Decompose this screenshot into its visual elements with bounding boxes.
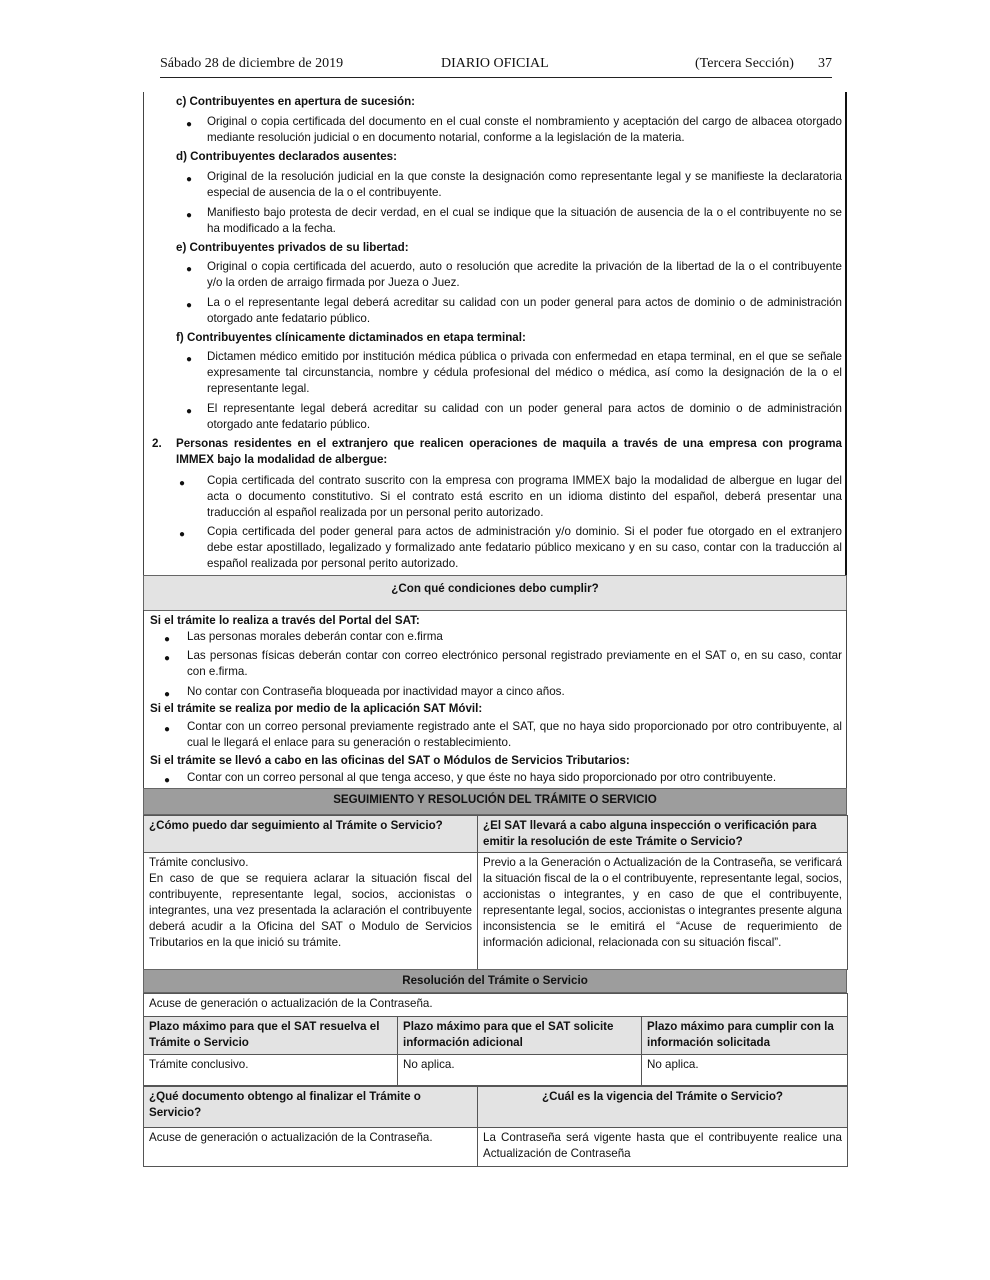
bullet-icon: ●	[164, 775, 171, 786]
resolucion-heading: Resolución del Trámite o Servicio	[143, 969, 847, 993]
plazo-solicitar-header: Plazo máximo para que el SAT solicite información adicional	[398, 1017, 642, 1055]
subsection-c-title: c) Contribuyentes en apertura de sucesión:	[176, 95, 416, 108]
inspeccion-question: ¿El SAT llevará a cabo alguna inspección o verificación para emitir la resolución de este Trámite o Servicio?	[478, 816, 848, 853]
list-item: Copia certificada del poder general para actos de administración y/o dominio. Si el poder fue otorgado en el extranjero debe estar apostillado, legalizado y formalizado ante fedatario público mexicano y en su caso, contar con la traducción al español realizada por personal perito autorizado.	[207, 525, 842, 571]
bullet-icon: ●	[186, 354, 193, 365]
bullet-icon: ●	[186, 174, 193, 185]
list-item: Manifiesto bajo protesta de decir verdad, en el cual se indique que la situación de ausencia de la o el contribuyente no se ha modificado a la fecha.	[207, 206, 842, 236]
header-page-number: 37	[818, 56, 832, 71]
conditions-section	[143, 610, 847, 788]
list-item: Dictamen médico emitido por institución médica pública o privada con enfermedad en etapa terminal, en el que se señale expresamente tal circunstancia, nombre y cédula profesional del médico o médica, así como la designación de la o el representante legal.	[207, 350, 842, 396]
movil-title: Si el trámite se realiza por medio de la aplicación SAT Móvil:	[150, 702, 483, 715]
subsection-d-title: d) Contribuyentes declarados ausentes:	[176, 150, 397, 163]
header-section: (Tercera Sección)	[695, 56, 794, 71]
seguimiento-heading: SEGUIMIENTO Y RESOLUCIÓN DEL TRÁMITE O SERVICIO	[143, 788, 847, 815]
item-number: 2.	[152, 437, 162, 450]
bullet-icon: ●	[164, 634, 171, 645]
list-item: Contar con un correo personal previamente registrado ante el SAT, que no haya sido proporcionado por otro contribuyente, al cual le llegará el enlace para su generación o restablecimiento.	[187, 720, 842, 750]
inspeccion-answer: Previo a la Generación o Actualización de la Contraseña, se verificará la situación fiscal de la o el contribuyente, representante legal, socios, accionistas o integrantes, y en caso de que el contribuyente, representante legal, socios, accionistas o integrantes presente alguna inconsistencia se le emitirá el “Acuse de requerimiento de información adicional, relacionada con su situación fiscal”.	[478, 853, 848, 970]
subsection-e-title: e) Contribuyentes privados de su libertad:	[176, 241, 409, 254]
seguimiento-answer-line-1: Trámite conclusivo.	[149, 856, 249, 869]
list-item: No contar con Contraseña bloqueada por inactividad mayor a cinco años.	[187, 685, 565, 698]
plazo-resolver-value: Trámite conclusivo.	[144, 1055, 398, 1086]
list-item: Copia certificada del contrato suscrito con la empresa con programa IMMEX bajo la modalidad de albergue en lugar del acta o documento constitutivo. Si el contrato está escrito en un idioma distinto del español, deberá presentar una traducción al español realizada por un personal perito autorizado.	[207, 474, 842, 520]
list-item: La o el representante legal deberá acreditar su calidad con un poder general para actos de dominio o de administración otorgado ante fedatario público.	[207, 296, 842, 326]
list-item: Las personas morales deberán contar con e.firma	[187, 630, 443, 643]
bullet-icon: ●	[186, 210, 193, 221]
list-item: Original de la resolución judicial en la que conste la designación como representante legal y se manifieste la declaratoria especial de ausencia de la o el contribuyente.	[207, 170, 842, 200]
oficinas-title: Si el trámite se llevó a cabo en las oficinas del SAT o Módulos de Servicios Tributarios:	[150, 754, 630, 767]
plazo-resolver-header: Plazo máximo para que el SAT resuelva el Trámite o Servicio	[144, 1017, 398, 1055]
requirements-section	[143, 92, 847, 575]
bullet-icon: ●	[186, 264, 193, 275]
bullet-icon: ●	[164, 653, 171, 664]
bullet-icon: ●	[164, 724, 171, 735]
list-item: Original o copia certificada del acuerdo, auto o resolución que acredite la privación de la libertad de la o el contribuyente y/o la orden de arraigo firmada por Jueza o Juez.	[207, 260, 842, 290]
subsection-f-title: f) Contribuyentes clínicamente dictaminados en etapa terminal:	[176, 331, 526, 344]
documento-vigencia-table	[143, 1086, 848, 1167]
bullet-icon: ●	[179, 478, 186, 489]
subsection-2-title: Personas residentes en el extranjero que realicen operaciones de maquila a través de una empresa con programa IMMEX bajo la modalidad de albergue:	[176, 437, 842, 467]
plazo-solicitar-value: No aplica.	[398, 1055, 642, 1086]
seguimiento-question: ¿Cómo puedo dar seguimiento al Trámite o Servicio?	[144, 816, 478, 853]
list-item: Contar con un correo personal al que tenga acceso, y que éste no haya sido proporcionado por otro contribuyente.	[187, 771, 777, 784]
seguimiento-table	[143, 815, 848, 970]
header-rule	[160, 77, 832, 78]
documento-answer: Acuse de generación o actualización de la Contraseña.	[144, 1128, 478, 1167]
resolucion-table	[143, 993, 848, 1086]
seguimiento-answer	[144, 853, 478, 970]
bullet-icon: ●	[186, 300, 193, 311]
documento-question: ¿Qué documento obtengo al finalizar el Trámite o Servicio?	[144, 1087, 478, 1128]
conditions-heading: ¿Con qué condiciones debo cumplir?	[143, 575, 847, 611]
resolucion-text: Acuse de generación o actualización de la Contraseña.	[144, 994, 848, 1017]
header-journal: DIARIO OFICIAL	[441, 56, 549, 71]
list-item: Original o copia certificada del documento en el cual conste el nombramiento y aceptación del cargo de albacea otorgado mediante resolución judicial o en documento notarial, conforme a la legislación de la materia.	[207, 115, 842, 145]
list-item: El representante legal deberá acreditar su calidad con un poder general para actos de dominio o de administración otorgado ante fedatario público.	[207, 402, 842, 432]
bullet-icon: ●	[186, 406, 193, 417]
vigencia-question: ¿Cuál es la vigencia del Trámite o Servicio?	[478, 1087, 848, 1128]
seguimiento-answer-line-2: En caso de que se requiera aclarar la situación fiscal del contribuyente, representante legal, socios, accionistas o integrantes, una vez presentada la aclaración el contribuyente deberá acudir a la Oficina del SAT o Modulo de Servicios Tributarios en la que inició su trámite.	[149, 872, 472, 949]
plazo-cumplir-header: Plazo máximo para cumplir con la información solicitada	[642, 1017, 848, 1055]
plazo-cumplir-value: No aplica.	[642, 1055, 848, 1086]
bullet-icon: ●	[179, 529, 186, 540]
portal-title: Si el trámite lo realiza a través del Portal del SAT:	[150, 614, 420, 627]
bullet-icon: ●	[186, 119, 193, 130]
page-header	[160, 56, 832, 76]
header-date: Sábado 28 de diciembre de 2019	[160, 56, 344, 71]
vigencia-answer: La Contraseña será vigente hasta que el contribuyente realice una Actualización de Contraseña	[478, 1128, 848, 1167]
bullet-icon: ●	[164, 689, 171, 700]
list-item: Las personas físicas deberán contar con correo electrónico personal registrado previamente en el SAT o, en su caso, contar con e.firma.	[187, 649, 842, 679]
